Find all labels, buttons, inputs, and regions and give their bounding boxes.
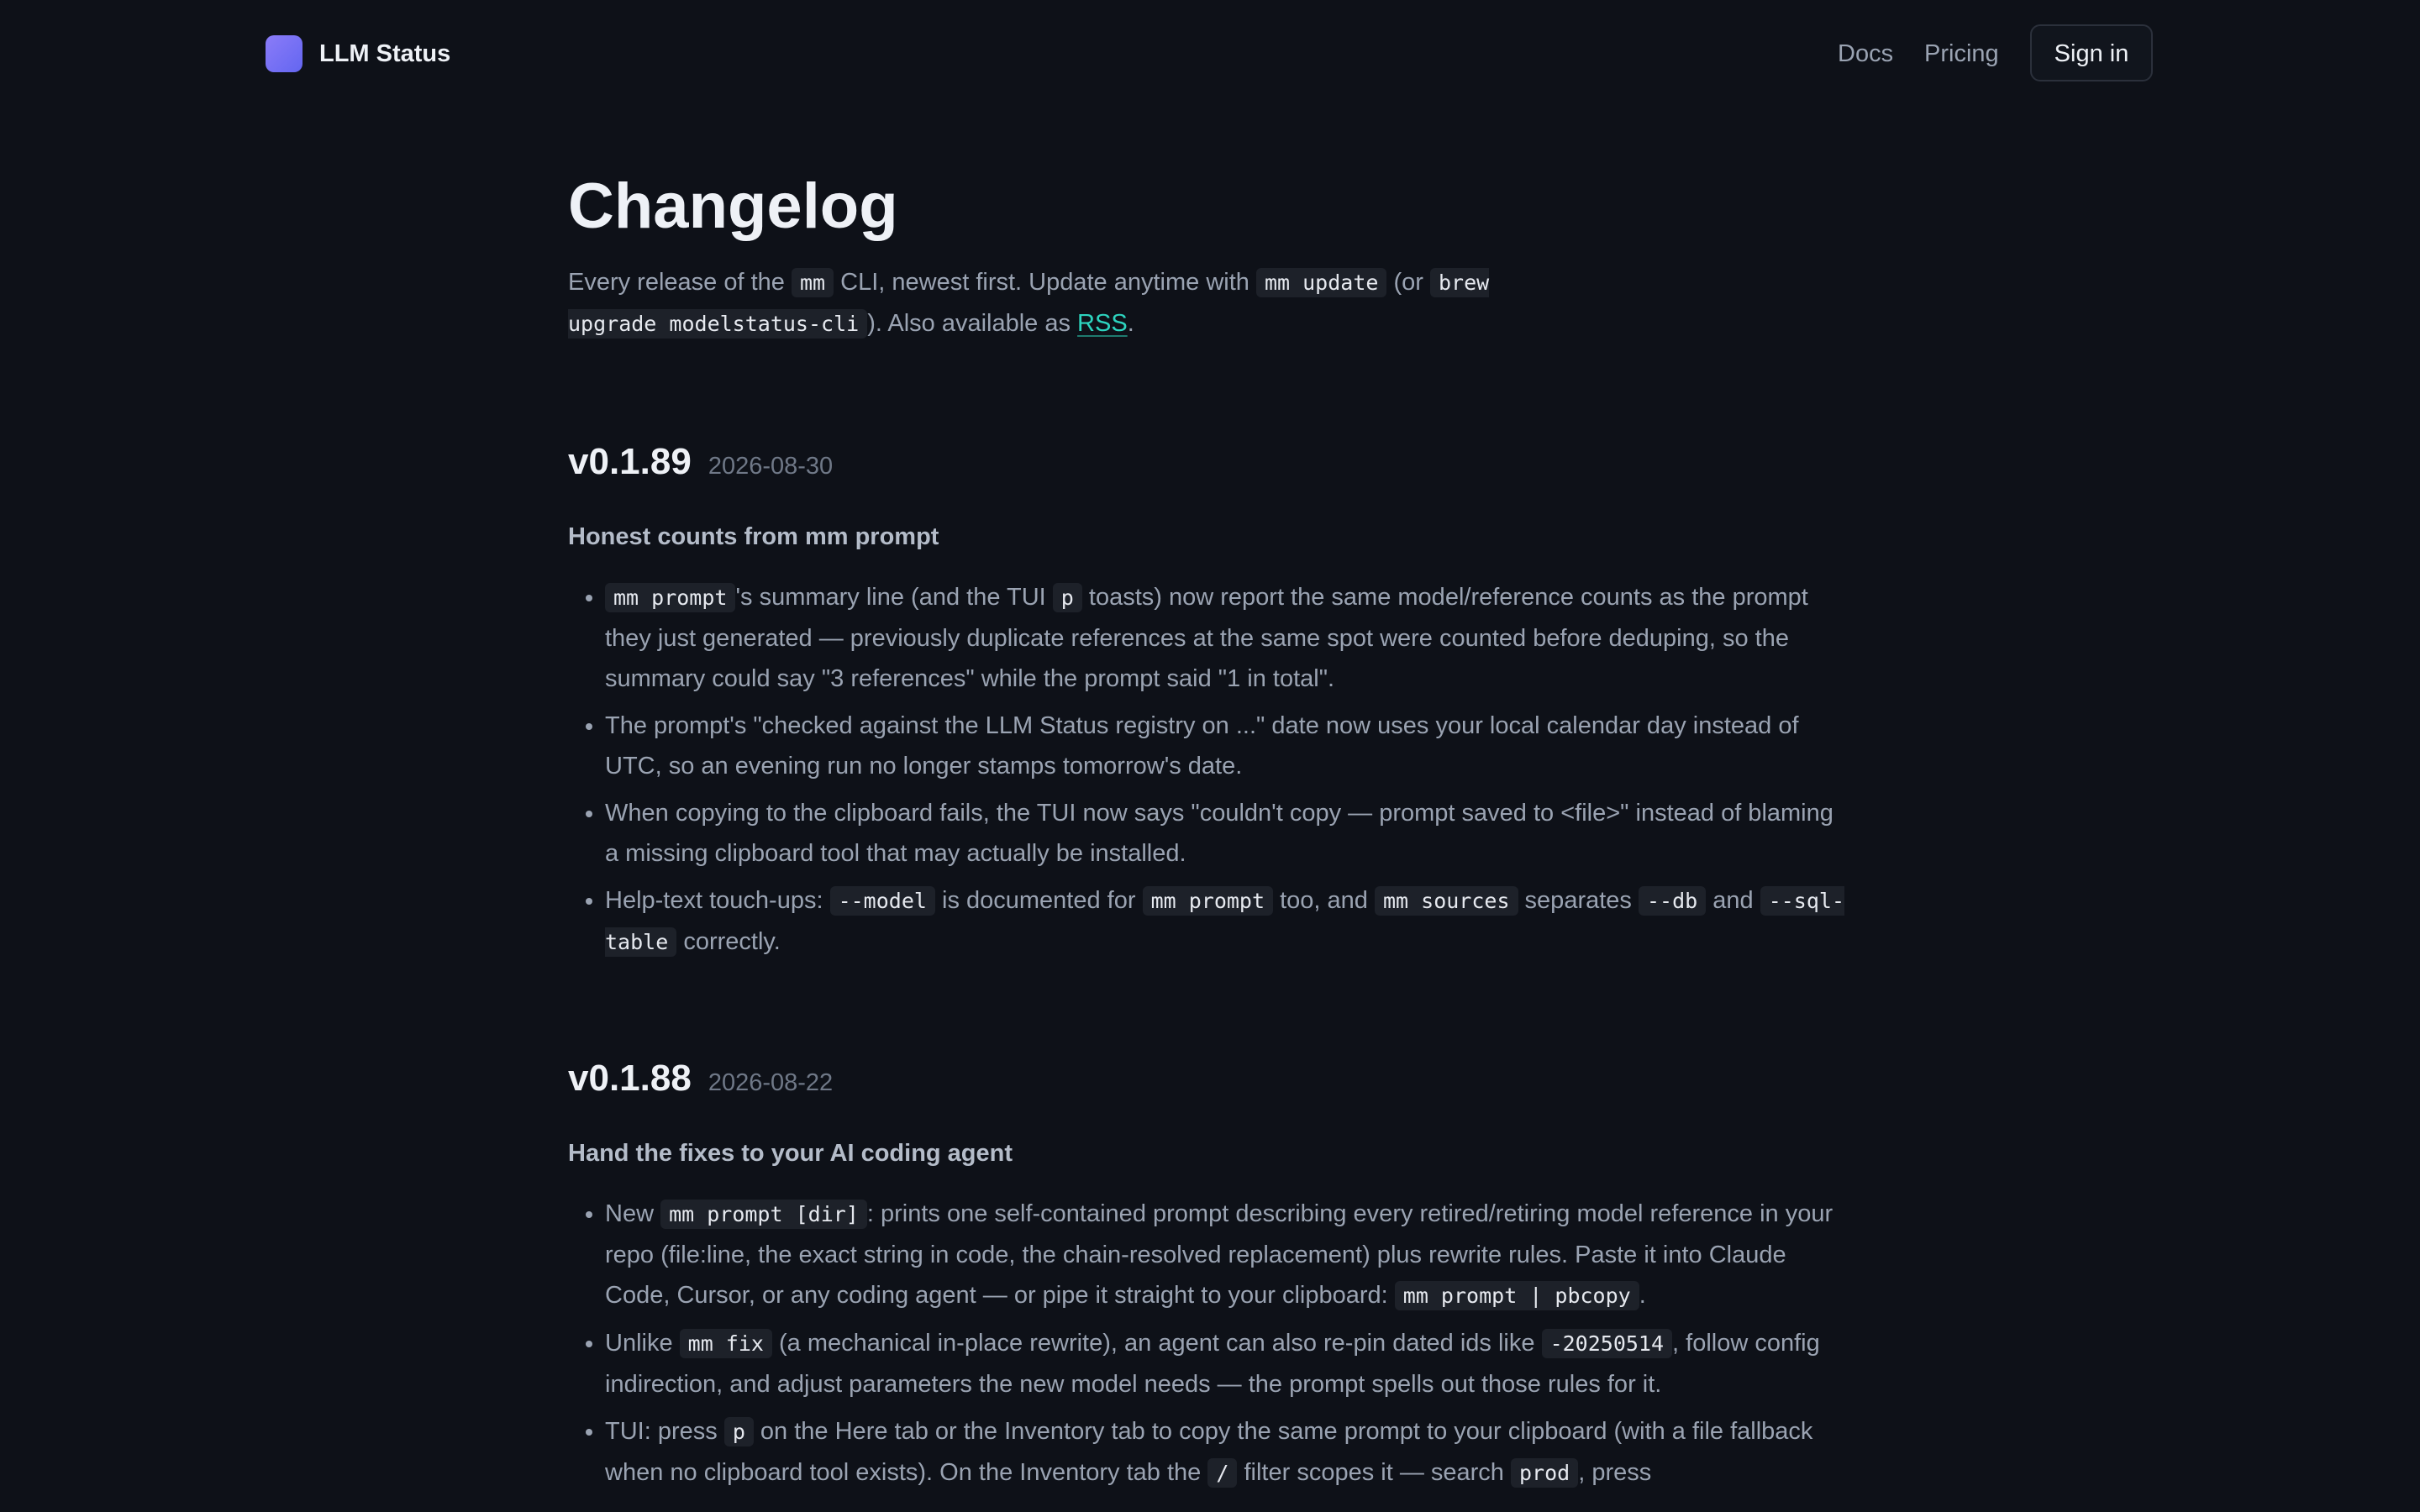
inline-code: --model xyxy=(830,886,935,916)
inline-code: / xyxy=(1207,1458,1237,1488)
note-text: (a mechanical in-place rewrite), an agent can also re-pin dated ids like xyxy=(771,1330,1542,1357)
inline-code: --sql-table xyxy=(605,886,1844,957)
rss-link[interactable]: RSS xyxy=(1077,310,1128,337)
intro-text-segment: . xyxy=(1127,310,1134,337)
page-title: Changelog xyxy=(568,171,898,242)
release-entry xyxy=(568,1053,1854,1500)
note-text: When copying to the clipboard fails, the TUI now says "couldn't copy — prompt saved to <file>" instead of blaming a missing clipboard tool that may actually be installed. xyxy=(605,800,1833,867)
release-date: 2026-08-30 xyxy=(708,453,834,480)
note-text: is documented for xyxy=(934,887,1143,914)
inline-code: brew upgrade modelstatus-cli xyxy=(568,268,1489,339)
release-note-item xyxy=(605,793,1854,874)
release-version: v0.1.88 xyxy=(568,1058,692,1099)
inline-code: mm xyxy=(792,268,834,297)
inline-code: prod xyxy=(1511,1458,1578,1488)
release-header xyxy=(568,437,1854,491)
release-title: Hand the fixes to your AI coding agent xyxy=(568,1140,1013,1167)
inline-code: mm prompt xyxy=(1143,886,1273,916)
release-note-item xyxy=(605,880,1854,963)
note-text: correctly. xyxy=(676,928,781,955)
intro-text-segment: CLI, newest first. Update anytime with xyxy=(834,269,1256,296)
inline-code: p xyxy=(724,1417,754,1446)
release-date: 2026-08-22 xyxy=(708,1069,834,1096)
inline-code: -20250514 xyxy=(1542,1329,1672,1358)
note-text: , press xyxy=(1578,1459,1652,1486)
brand-name[interactable]: LLM Status xyxy=(319,40,451,67)
inline-code: p xyxy=(1053,583,1082,612)
sign-in-button[interactable]: Sign in xyxy=(2030,24,2153,81)
release-note-item xyxy=(605,577,1854,699)
release-note-item xyxy=(605,1194,1854,1316)
note-text: Unlike xyxy=(605,1330,680,1357)
release-note-item xyxy=(605,706,1854,786)
note-text: TUI: press xyxy=(605,1418,724,1445)
intro-text xyxy=(568,262,1576,344)
inline-code: mm update xyxy=(1256,268,1386,297)
nav-link-docs[interactable]: Docs xyxy=(1838,40,1894,67)
inline-code: mm fix xyxy=(680,1329,772,1358)
intro-text-segment: ). Also available as xyxy=(867,310,1078,337)
release-note-item xyxy=(605,1323,1854,1404)
note-text: 's summary line (and the TUI xyxy=(735,584,1053,611)
release-entry xyxy=(568,437,1854,969)
note-text: New xyxy=(605,1200,661,1227)
note-text: toasts) now report the same model/reference counts as the prompt they just generated — previously duplicate references at the same spot were counted before deduping, so the summary could say "3 references" while the prompt said "1 in total". xyxy=(605,584,1808,692)
intro-text-segment: (or xyxy=(1386,269,1430,296)
note-text: too, and xyxy=(1273,887,1375,914)
release-title: Honest counts from mm prompt xyxy=(568,523,939,550)
inline-code: mm prompt | pbcopy xyxy=(1395,1281,1639,1310)
note-text: The prompt's "checked against the LLM Status registry on ..." date now uses your local calendar day instead of UTC, so an evening run no longer stamps tomorrow's date. xyxy=(605,712,1799,780)
release-header xyxy=(568,1053,1854,1108)
release-note-item xyxy=(605,1411,1854,1494)
note-text: filter scopes it — search xyxy=(1237,1459,1511,1486)
inline-code: mm sources xyxy=(1375,886,1518,916)
nav-link-pricing[interactable]: Pricing xyxy=(1924,40,1999,67)
note-text: . xyxy=(1639,1282,1646,1309)
release-notes-list xyxy=(568,577,1854,963)
release-notes-list xyxy=(568,1194,1854,1494)
top-nav xyxy=(0,0,2420,108)
inline-code: mm prompt xyxy=(605,583,735,612)
note-text: on the Here tab or the Inventory tab to copy the same prompt to your clipboard (with a file fallback when no clipboard tool exists). On the Inventory tab the xyxy=(605,1418,1813,1486)
note-text: , follow config indirection, and adjust parameters the new model needs — the prompt spells out those rules for it. xyxy=(605,1330,1820,1398)
inline-code: mm prompt [dir] xyxy=(660,1200,867,1229)
inline-code: --db xyxy=(1639,886,1706,916)
brand-logo-icon[interactable] xyxy=(266,35,302,72)
intro-text-segment: Every release of the xyxy=(568,269,792,296)
release-version: v0.1.89 xyxy=(568,441,692,482)
note-text: and xyxy=(1706,887,1760,914)
note-text: Help-text touch-ups: xyxy=(605,887,830,914)
note-text: separates xyxy=(1518,887,1639,914)
note-text: : prints one self-contained prompt describing every retired/retiring model reference in your repo (file:line, the exact string in code, the chain-resolved replacement) plus rewrite rules. Paste it into Claude Code, Cursor, or any coding agent — or pipe it straight to your clipboard: xyxy=(605,1200,1833,1309)
